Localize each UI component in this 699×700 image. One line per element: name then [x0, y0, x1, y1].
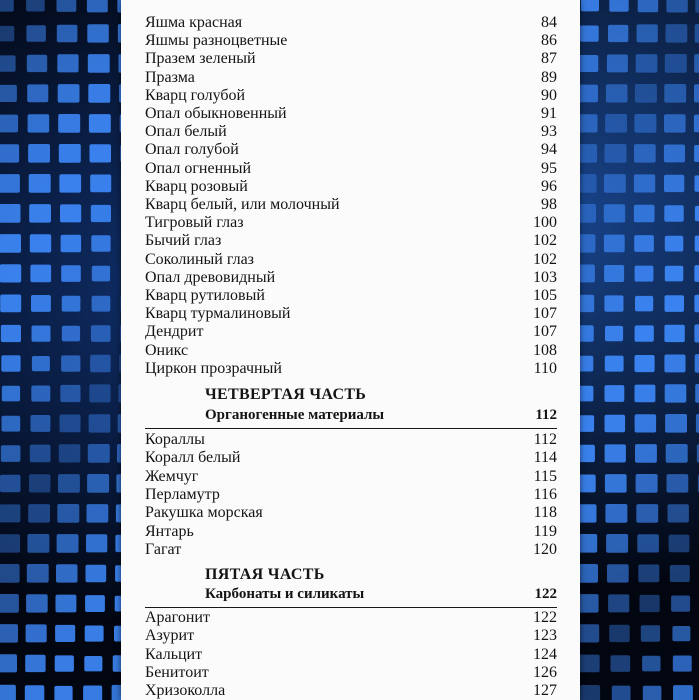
- tile: [636, 504, 658, 523]
- tile: [673, 656, 692, 672]
- tile: [608, 594, 629, 612]
- tile: [0, 234, 21, 253]
- tile: [26, 624, 47, 642]
- tile: [56, 564, 78, 582]
- tile: [605, 444, 626, 462]
- tile: [54, 686, 72, 700]
- tile: [666, 24, 688, 42]
- tile: [0, 594, 19, 613]
- tile: [578, 55, 598, 72]
- tile: [0, 174, 20, 193]
- tile: [57, 534, 79, 553]
- tile: [55, 655, 74, 671]
- toc-entry-page: 94: [541, 141, 557, 159]
- tile: [665, 295, 685, 312]
- tile: [85, 626, 104, 642]
- part5-subtitle: Карбонаты и силикаты: [205, 586, 365, 602]
- toc-entry-title: Опал голубой: [145, 141, 239, 159]
- tile: [664, 325, 684, 342]
- toc-entry-title: Яшмы разноцветные: [145, 32, 288, 50]
- toc-entry-page: 118: [533, 504, 557, 522]
- tile: [635, 296, 653, 312]
- tile: [608, 25, 628, 42]
- tile: [635, 325, 654, 341]
- tile: [91, 235, 110, 251]
- toc-entry-page: 105: [533, 287, 557, 304]
- tile: [612, 686, 631, 700]
- tile: [0, 654, 17, 672]
- tile: [59, 144, 81, 163]
- toc-entry-title: Празма: [145, 68, 195, 86]
- tile: [668, 504, 689, 522]
- tile: [31, 295, 51, 312]
- toc-entry: [145, 664, 557, 682]
- tile: [604, 265, 624, 282]
- tile: [695, 206, 699, 221]
- tile: [56, 595, 77, 613]
- toc-entry-title: Бычий глаз: [145, 232, 222, 250]
- toc-entry-page: 90: [541, 86, 557, 104]
- tile: [666, 0, 687, 13]
- tile: [638, 565, 659, 583]
- part5-page: 122: [534, 586, 557, 602]
- toc-entry-page: 122: [533, 609, 557, 626]
- toc-entry-page: 124: [533, 645, 557, 663]
- toc-entry-page: 107: [533, 305, 557, 323]
- toc-entry: [145, 196, 557, 214]
- tile: [605, 114, 627, 133]
- tile: [0, 85, 17, 102]
- tile: [673, 685, 693, 700]
- tile: [641, 625, 660, 641]
- toc-entry: [145, 269, 557, 287]
- toc-entry: [145, 160, 557, 178]
- toc-entry: [145, 360, 557, 378]
- tile: [579, 655, 600, 673]
- tile: [634, 144, 656, 163]
- tile: [670, 565, 690, 582]
- tile: [28, 504, 50, 522]
- tile: [1, 355, 20, 371]
- part4-subtitle: Органогенные материалы: [205, 407, 385, 423]
- toc-entry-page: 110: [533, 359, 557, 377]
- toc-entry-page: 95: [541, 159, 557, 177]
- tile: [26, 594, 48, 612]
- toc-entry: [145, 14, 557, 32]
- toc-entry: [145, 32, 557, 50]
- tile: [28, 144, 50, 163]
- tile: [695, 175, 699, 191]
- tile: [664, 205, 683, 222]
- tile: [91, 205, 111, 222]
- tile: [60, 204, 81, 222]
- toc-entry-title: Арагонит: [145, 609, 210, 626]
- tile: [635, 444, 657, 463]
- toc-entry: [145, 682, 557, 700]
- tile: [27, 564, 49, 583]
- tile: [57, 54, 78, 72]
- tile: [60, 385, 80, 402]
- tile: [90, 355, 111, 372]
- toc-entry-title: Янтарь: [145, 522, 194, 540]
- tile: [27, 534, 49, 553]
- tile: [0, 0, 14, 12]
- tile: [30, 445, 51, 463]
- tile: [604, 174, 626, 193]
- toc-entry-page: 127: [533, 682, 557, 700]
- tile: [1, 325, 21, 342]
- part4-subtitle-row: [205, 406, 557, 424]
- toc-entry-title: Опал белый: [145, 123, 227, 141]
- tile: [0, 264, 21, 282]
- tile: [605, 356, 624, 372]
- toc-entry: [145, 123, 557, 141]
- tile: [634, 114, 656, 133]
- tile: [664, 175, 684, 192]
- tile: [26, 25, 46, 42]
- toc-entry-page: 108: [533, 341, 557, 359]
- tile: [695, 384, 699, 403]
- toc-entry: [145, 342, 557, 360]
- tile: [86, 534, 107, 552]
- tile: [666, 444, 688, 463]
- tile: [581, 0, 599, 11]
- toc-entry-page: 115: [533, 467, 557, 485]
- toc-entry: [145, 486, 557, 504]
- tile: [57, 25, 78, 43]
- tile: [0, 204, 21, 223]
- toc-entry: [145, 431, 557, 449]
- tile: [695, 24, 699, 43]
- tile: [25, 655, 45, 672]
- tile: [87, 474, 109, 493]
- tile: [635, 266, 654, 282]
- tile: [91, 325, 111, 342]
- tile: [605, 144, 627, 163]
- tile: [0, 624, 18, 643]
- tile: [27, 55, 47, 72]
- tile: [607, 564, 629, 582]
- tile: [672, 626, 690, 641]
- toc-entry-page: 102: [533, 250, 557, 268]
- toc-entry-title: Опал древовидный: [145, 268, 276, 286]
- tile: [84, 656, 102, 671]
- tile: [0, 564, 20, 583]
- toc-entry-title: Бенитоит: [145, 663, 209, 681]
- tile: [695, 354, 699, 373]
- toc-entry: [145, 178, 557, 196]
- toc-entry-title: Хризоколла: [145, 682, 226, 700]
- tile: [607, 55, 628, 73]
- tile: [634, 174, 655, 192]
- part5-title: ПЯТАЯ ЧАСТЬ: [205, 566, 325, 583]
- tile: [640, 595, 660, 612]
- toc-entry-title: Дендрит: [145, 323, 204, 341]
- toc-entry: [145, 305, 557, 323]
- tile: [86, 565, 107, 583]
- toc-entry-page: 102: [533, 232, 557, 250]
- part5-subtitle-row: [205, 585, 557, 603]
- tile: [57, 504, 79, 523]
- tile: [90, 175, 111, 193]
- tile: [58, 84, 80, 103]
- tile: [26, 0, 45, 12]
- toc-entry-page: 100: [533, 214, 557, 232]
- tile: [605, 504, 627, 523]
- tile: [28, 114, 50, 132]
- tile: [25, 685, 45, 700]
- tile: [665, 54, 687, 73]
- tile: [87, 504, 109, 522]
- tile: [694, 324, 699, 342]
- toc-entry-title: Кальцит: [145, 645, 203, 663]
- tile: [580, 26, 599, 42]
- tile: [606, 534, 628, 553]
- tile: [605, 474, 627, 493]
- tile: [57, 0, 77, 12]
- toc-entry-page: 93: [541, 123, 557, 141]
- tile: [62, 326, 80, 342]
- tile: [90, 144, 112, 162]
- tile: [27, 84, 48, 102]
- tile: [2, 416, 21, 432]
- toc-entry-title: Перламутр: [145, 485, 220, 503]
- tile: [637, 534, 659, 552]
- toc-entry: [145, 87, 557, 105]
- tile: [694, 265, 699, 282]
- toc-entry: [145, 646, 557, 664]
- toc-entry-title: Ракушка морская: [145, 504, 263, 522]
- tile: [1, 445, 21, 462]
- tile: [609, 625, 630, 642]
- toc-entry-title: Циркон прозрачный: [145, 359, 282, 377]
- toc-entry-page: 119: [533, 522, 557, 540]
- tile: [83, 686, 102, 700]
- tile: [638, 0, 659, 12]
- toc-entry-page: 103: [533, 268, 557, 286]
- toc-entry: [145, 449, 557, 467]
- tile: [671, 596, 690, 612]
- tile: [577, 594, 599, 613]
- toc-entry: [145, 523, 557, 541]
- tile: [636, 54, 658, 73]
- tile: [664, 145, 685, 163]
- tile: [61, 235, 82, 252]
- toc-entry: [145, 105, 557, 123]
- book-page: [121, 0, 580, 700]
- tile: [61, 265, 81, 282]
- tile: [665, 266, 684, 282]
- toc-entry-title: Опал огненный: [145, 159, 252, 177]
- toc-entry: [145, 287, 557, 305]
- toc-entry-title: Кораллы: [145, 431, 205, 448]
- toc-entry: [145, 541, 557, 559]
- tile: [0, 295, 21, 313]
- toc-entry-title: Соколиный глаз: [145, 250, 254, 268]
- toc-entry-page: 96: [541, 177, 557, 195]
- toc-entry-title: Тигровый глаз: [145, 214, 244, 232]
- tile: [695, 236, 699, 252]
- tile: [92, 296, 111, 312]
- tile: [0, 144, 19, 162]
- tile: [637, 24, 658, 42]
- toc-entry-page: 98: [541, 196, 557, 213]
- tile: [88, 54, 110, 73]
- tile: [89, 114, 111, 133]
- toc-entry-title: Азурит: [145, 627, 195, 645]
- toc-entry-title: Кварц голубой: [145, 86, 246, 104]
- toc-entry: [145, 627, 557, 645]
- tile: [0, 504, 20, 522]
- tile: [62, 296, 81, 312]
- tile: [0, 115, 18, 133]
- toc-entry: [145, 609, 557, 627]
- tile: [2, 386, 20, 402]
- tile: [578, 624, 599, 642]
- tile: [665, 236, 684, 252]
- toc-entry-page: 126: [533, 663, 557, 681]
- tile: [694, 54, 699, 73]
- tile: [694, 84, 699, 102]
- tile: [87, 0, 108, 12]
- toc-entry-title: Яшма красная: [145, 14, 243, 31]
- tile: [55, 625, 75, 642]
- tile: [29, 204, 51, 223]
- tile: [61, 355, 80, 371]
- toc-entry-title: Кварц рутиловый: [145, 287, 265, 304]
- toc-entry-title: Коралл белый: [145, 449, 241, 467]
- toc-entry-title: Кварц розовый: [145, 177, 248, 195]
- toc-entry-page: 112: [533, 431, 557, 448]
- toc-entry-title: Жемчуг: [145, 467, 199, 485]
- tile: [31, 386, 50, 402]
- toc-entry-page: 89: [541, 68, 557, 86]
- tile: [635, 385, 656, 403]
- tile: [636, 474, 658, 493]
- tile: [580, 685, 600, 700]
- toc-entry-page: 120: [533, 540, 557, 558]
- tile: [58, 474, 80, 493]
- part4-page: 112: [535, 407, 557, 423]
- tile: [31, 415, 51, 432]
- tile: [577, 85, 598, 103]
- tile: [0, 55, 16, 71]
- tile: [58, 114, 80, 133]
- tile: [604, 204, 625, 222]
- tile: [643, 686, 662, 700]
- tile: [0, 534, 20, 552]
- toc-entry-page: 114: [533, 449, 557, 467]
- toc-entry: [145, 323, 557, 341]
- tile: [0, 685, 16, 700]
- toc-entry-title: Празем зеленый: [145, 50, 256, 68]
- tile: [665, 414, 687, 433]
- tile: [606, 84, 628, 102]
- tile: [0, 26, 14, 42]
- tile: [669, 535, 690, 553]
- toc-entry-page: 116: [533, 485, 557, 503]
- tile: [604, 235, 625, 253]
- toc-entry: [145, 214, 557, 232]
- part5-divider: [145, 607, 557, 608]
- tile: [665, 384, 687, 402]
- part4-divider: [145, 428, 557, 429]
- toc-entry: [145, 468, 557, 486]
- tile: [605, 326, 623, 341]
- tile: [634, 205, 655, 223]
- tile: [605, 385, 625, 402]
- tile: [89, 384, 110, 402]
- tile: [667, 474, 689, 493]
- toc-entry-page: 91: [541, 105, 557, 122]
- toc-entry-page: 123: [533, 627, 557, 645]
- toc-entry: [145, 50, 557, 68]
- toc-entry-page: 107: [533, 323, 557, 341]
- tile: [611, 655, 631, 672]
- tile: [664, 114, 686, 132]
- toc-entry-title: Кварц турмалиновый: [145, 305, 291, 323]
- tile: [85, 595, 105, 612]
- tile: [32, 326, 51, 342]
- tile: [694, 115, 699, 133]
- tile: [29, 474, 50, 492]
- tile: [694, 145, 699, 162]
- tile: [664, 84, 686, 103]
- tile: [92, 266, 110, 282]
- toc-entry-page: 86: [541, 32, 557, 50]
- tile: [88, 444, 110, 463]
- toc-entry-title: Опал обыкновенный: [145, 105, 287, 122]
- toc-entry-page: 84: [541, 14, 557, 31]
- toc-entry: [145, 232, 557, 250]
- toc-entry: [145, 141, 557, 159]
- tile: [635, 355, 655, 372]
- tile: [605, 415, 626, 433]
- tile: [694, 295, 699, 313]
- tile: [59, 174, 81, 192]
- toc-entry: [145, 251, 557, 269]
- tile: [695, 0, 699, 13]
- tile: [635, 84, 657, 103]
- tile: [88, 84, 110, 103]
- tile: [30, 234, 51, 252]
- tile: [60, 415, 81, 433]
- tile: [609, 0, 628, 12]
- tile: [635, 414, 657, 432]
- tile: [664, 355, 685, 373]
- toc-entry: [145, 504, 557, 522]
- tile: [89, 414, 111, 432]
- toc-entry-page: 87: [541, 50, 557, 68]
- tile: [0, 475, 21, 492]
- tile: [30, 265, 51, 283]
- tile: [32, 356, 50, 371]
- toc-entry: [145, 69, 557, 87]
- tile: [642, 656, 660, 672]
- part4-title: ЧЕТВЕРТАЯ ЧАСТЬ: [205, 386, 367, 403]
- tile: [59, 444, 81, 462]
- toc-entry-title: Кварц белый, или молочный: [145, 196, 340, 213]
- toc-entry-title: Оникс: [145, 341, 189, 359]
- toc-entry-title: Гагат: [145, 540, 182, 558]
- tile: [634, 235, 654, 252]
- tile: [87, 24, 109, 42]
- tile: [29, 174, 51, 193]
- tile: [604, 295, 623, 311]
